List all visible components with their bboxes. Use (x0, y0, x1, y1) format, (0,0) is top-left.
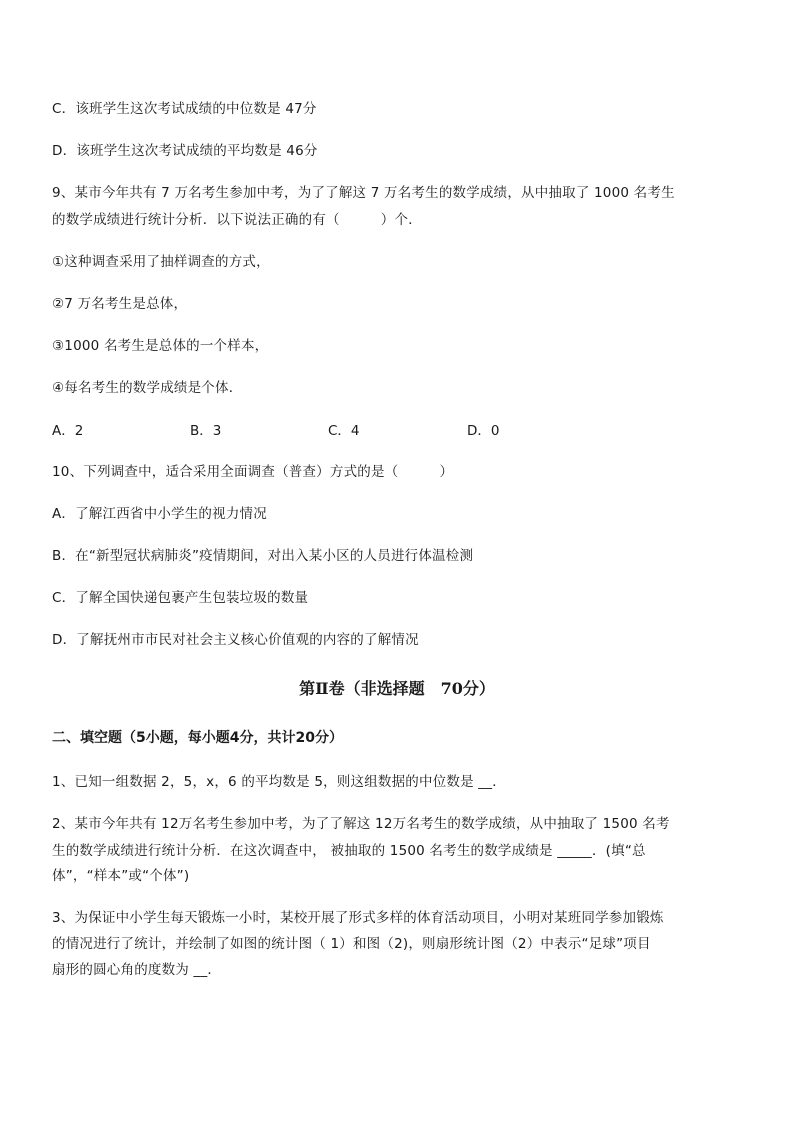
q9-statement-4: ④每名考生的数学成绩是个体． (52, 380, 243, 396)
q9-option-a: A．2 (52, 423, 84, 439)
q9-option-d: D．0 (467, 423, 500, 439)
q10-option-b: B．在“新型冠状病肺炎”疫情期间，对出入某小区的人员进行体温检测 (52, 548, 474, 564)
fill-q3-line3: 扇形的圆心角的度数为 __． (52, 962, 222, 978)
q8-option-c: C．该班学生这次考试成绩的中位数是 47分 (52, 101, 317, 117)
q8-option-d: D．该班学生这次考试成绩的平均数是 46分 (52, 143, 318, 159)
q9-statement-3: ③1000 名考生是总体的一个样本， (52, 338, 269, 354)
fill-q2-line3: 体”，“样本”或“个体”) (52, 868, 190, 884)
q9-option-b: B．3 (190, 423, 222, 439)
fill-q1: 1、已知一组数据 2，5，x，6 的平均数是 5，则这组数据的中位数是 __． (52, 774, 506, 790)
fill-q2-line1: 2、某市今年共有 12万名考生参加中考，为了了解这 12万名考生的数学成绩，从中抽取了 1500 名考 (52, 816, 670, 832)
q10-option-c: C．了解全国快递包裹产生包装垃圾的数量 (52, 590, 309, 606)
section-heading: 二、填空题（5小题，每小题4分，共计20分） (52, 730, 343, 746)
fill-q2-line2: 生的数学成绩进行统计分析．在这次调查中， 被抽取的 1500 名考生的数学成绩是 _____．(填“总 (52, 843, 646, 859)
q10-option-a: A．了解江西省中小学生的视力情况 (52, 506, 267, 522)
part2-title: 第Ⅱ卷（非选择题 70分） (299, 679, 495, 698)
fill-q3-line2: 的情况进行了统计，并绘制了如图的统计图（ 1）和图（2)，则扇形统计图（2）中表示“足球”项目 (52, 936, 651, 952)
q9-stem-line2: 的数学成绩进行统计分析．以下说法正确的有（ ）个． (52, 212, 422, 228)
q10-stem: 10、下列调查中，适合采用全面调查（普查）方式的是（ ） (52, 464, 454, 480)
fill-q3-line1: 3、为保证中小学生每天锻炼一小时，某校开展了形式多样的体育活动项目，小明对某班同学参加锻炼 (52, 910, 664, 926)
q9-stem-line1: 9、某市今年共有 7 万名考生参加中考，为了了解这 7 万名考生的数学成绩，从中抽取了 1000 名考生 (52, 185, 675, 201)
q9-statement-2: ②7 万名考生是总体， (52, 296, 188, 312)
q9-option-c: C．4 (328, 423, 360, 439)
q9-statement-1: ①这种调查采用了抽样调查的方式， (52, 254, 270, 270)
q10-option-d: D．了解抚州市市民对社会主义核心价值观的内容的了解情况 (52, 632, 419, 648)
